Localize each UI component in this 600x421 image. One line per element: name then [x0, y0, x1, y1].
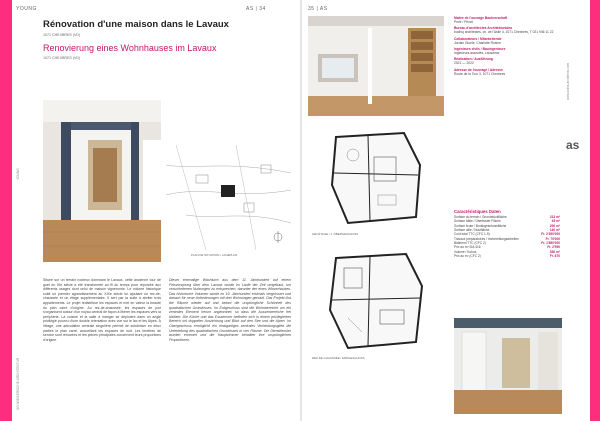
key-figure-row	[454, 254, 560, 258]
side-text-top: YOUNG	[16, 168, 20, 180]
key-figure-value: 140 m²	[549, 228, 560, 233]
site-plan-caption: PLAN DE SITUATION / LAGEPLAN	[191, 253, 238, 257]
meta-text: bodhuj architectes, ch. de l'Asile 4, 1071 Chexbres, T 021 946 11 22	[454, 30, 554, 35]
article-subtitle: Renovierung eines Wohnhauses im Lavaux	[43, 43, 217, 53]
side-text-bottom: SCHWEIZERISCHE ARCHITEKTUR	[16, 357, 20, 410]
kitchen-photo	[308, 16, 444, 116]
key-figure-label: Surface utile / Nutzfläche	[454, 228, 490, 233]
key-figure-label: Surface brute / Bruttogeschossfläche	[454, 223, 507, 228]
key-figure-value: 530 m³	[549, 249, 560, 254]
running-header: YOUNG	[16, 6, 37, 12]
meta-text: Route de la Tour 3, 1071 Chexbres	[454, 71, 506, 76]
key-figure-label: Volume / Kubus	[454, 249, 477, 254]
meta-label: Maître de l'ouvrage Bauherrschaft	[454, 16, 508, 20]
meta-text: Privé / Privat	[454, 20, 473, 25]
left-page	[16, 0, 298, 421]
key-figure-value: Fr. 2'390'000	[541, 232, 560, 237]
left-page-edge-band	[0, 0, 12, 421]
meta-label: Ingénieurs civils / Bauingenieure	[454, 46, 506, 51]
side-text-right: www.swiss-architects.com	[566, 62, 570, 100]
spread-gutter	[300, 0, 302, 421]
meta-text: 2021 — 2022	[454, 61, 474, 66]
key-figure-value: Fr. 670	[549, 253, 560, 258]
key-figure-label: Travaux préparatoires / Vorbereitungsarbeiten	[454, 236, 519, 241]
body-column-french: Située sur un terrain rocheux dominant le Lavaux, cette ancienne tour de guet du XIe siècle a été transformée au fil du temps pour répondre aux différents usages dont celui de maison vigneronne. Le volume historique subit un premier agrandissement au XIXe siècle lui ajoutant un rez-de-chaussée et un étage supplémentaire. Il sert par la suite à abriter trois appartements. Le projet redistribue les espaces et met en valeur la beauté du plan carré d'origine. Au rez-de-chaussée, les espaces de jour s'organisent autour d'un noyau central de façon à libérer les espaces vers la périphérie. La cuisine et la salle à manger se déploient dans un angle privilégié pourvu d'une double orientation avec vue sur le lac et les Alpes. À l'étage, une articulation centrale singulière permet de subdiviser en deux parties le plan carré, accueillant les espaces de nuit. Les fenêtres de service sont rénovées et les pièces principales conservent leurs proportions d'origine.	[43, 278, 161, 342]
key-figure-value: Fr. 2'590	[547, 245, 560, 250]
subtitle-place: 1071 CHEXBRES (VD)	[43, 56, 81, 60]
key-figures-table	[454, 210, 560, 258]
key-figure-label: Surface bâtie / Überbaute Fläche	[454, 219, 501, 224]
upper-plan-caption: 1ER ÉTAGE / 1. OBERGESCHOSS	[312, 232, 359, 236]
key-figures-heading: Caractéristiques Daten	[454, 209, 501, 214]
title-place: 1071 CHEXBRES (VD)	[43, 33, 81, 37]
meta-label: Adresse de l'ouvrage / Adresse	[454, 67, 503, 72]
as-logo: as	[566, 138, 580, 152]
key-figure-value: 200 m²	[549, 223, 560, 228]
body-column-german: Dieser ehemalige Wachturm aus dem 11. Jahrhundert auf einem Felsvorsprung über dem Lavaux wurde im Laufe der Zeit umgebaut, um verschiedenen Nutzungen zu entsprechen, darunter der eines Winzerhauses. Das historische Volumen wurde im 19. Jahrhundert erstmals vergrössert und danach für neue Anforderungen mit drei Wohnungen genutzt. Das Projekt löst die Räume wieder auf und betont die ursprüngliche Schönheit des quadratischen Grundrisses. Im Erdgeschoss sind die Wohnbereiche um ein zentrales Element herum angeordnet, so dass die Aussenbereiche frei bleiben. Die Küche und das Esszimmer befinden sich in einem privilegierten Bereich mit doppelter Ausrichtung und Blick auf den See und die Alpen. Im Obergeschoss ermöglicht ein einzigartiges zentrales Verbindungsglied die Unterteilung des quadratischen Grundrisses in vier Räume. Die Dienstfenster wurden erneuert und die Hauptzimmer behalten ihre ursprünglichen Proportionen.	[169, 278, 291, 342]
right-page-edge-band	[590, 0, 600, 421]
meta-text: Jordan Gioele, Charlotte Rosine	[454, 40, 501, 45]
key-figure-label: Bâtiment TTC (CFC 2)	[454, 240, 486, 245]
floor-plan-ground	[308, 248, 444, 353]
project-credits	[454, 16, 554, 78]
key-figure-label: Prix au m² (CFC 2)	[454, 253, 481, 258]
interior-photo	[43, 100, 161, 262]
right-page	[304, 0, 588, 421]
article-title: Rénovation d'une maison dans le Lavaux	[43, 19, 229, 30]
ground-plan-caption: REZ-DE-CHAUSSÉE / ERDGESCHOSS	[312, 356, 365, 360]
floor-plan-upper	[308, 125, 444, 230]
site-plan	[166, 145, 291, 250]
key-figure-value: Fr. 1'850'000	[541, 240, 560, 245]
key-figure-label: Coût total TTC (CFC 1-9)	[454, 232, 490, 237]
meta-label: Bureau d'architectes Architekturbüro	[454, 26, 513, 31]
key-figure-value: 45 m²	[551, 219, 560, 224]
key-figure-value: 213 m²	[549, 215, 560, 220]
page-number-right: 35 | AS	[308, 6, 328, 12]
page-number: AS | 34	[246, 6, 266, 12]
meta-label: Réalisation / Ausführung	[454, 57, 493, 62]
key-figure-label: Prix au m³ SIA 416	[454, 245, 481, 250]
stair-photo	[454, 318, 562, 414]
key-figure-label: Surface du terrain / Grundstückfläche	[454, 215, 507, 220]
key-figure-value: Fr. 75'000	[545, 236, 560, 241]
meta-label: Collaborateurs / Mitarbeitende	[454, 36, 502, 41]
meta-text: Ingénieurs associés, Lausanne	[454, 51, 500, 56]
